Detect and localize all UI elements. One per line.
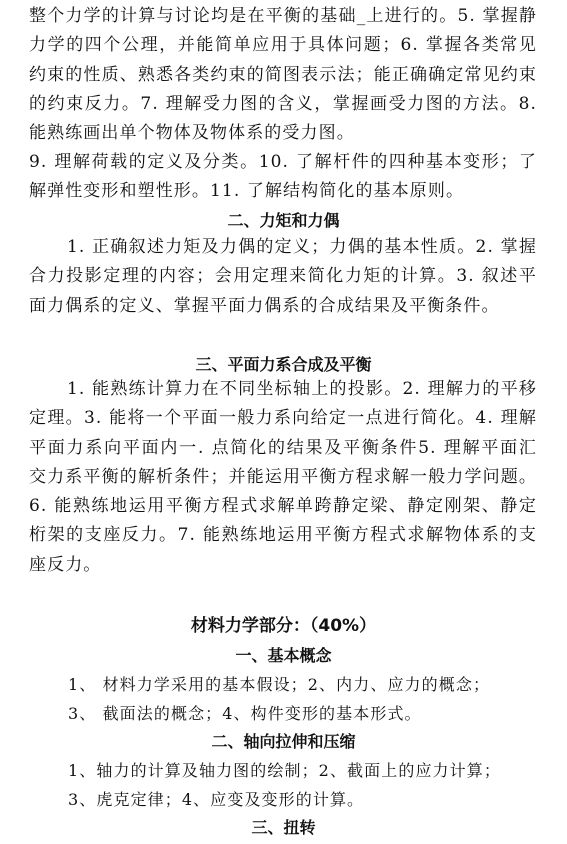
intro-paragraph: 整个力学的计算与讨论均是在平衡的基础_上进行的。5. 掌握静力学的四个公理，并能简单应用于具体问题；6. 掌握各类常见约束的性质、熟悉各类约束的简图表示法；能正确确定常见约束的约束反力。7. 理解受力图的含义，掌握画受力图的方法。8. 能熟练画出单个物体及物体系的受力图。 [29,6,537,144]
material-mechanics-title: 材料力学部分：（40%） [190,616,377,636]
section-heading-moment: 二、力矩和力偶 [227,211,340,230]
section-heading-plane-force: 三、平面力系合成及平衡 [195,355,372,374]
material-list-line: 1、 材料力学采用的基本假设；2、内力、应力的概念； [68,675,491,694]
material-heading-basic-concepts: 一、基本概念 [235,646,332,665]
material-heading-torsion: 三、扭转 [251,818,316,837]
material-list-line: 1、轴力的计算及轴力图的绘制；2、截面上的应力计算； [68,761,501,780]
material-heading-axial: 二、轴向拉伸和压缩 [211,732,356,751]
plane-force-paragraph: 1. 能熟练计算力在不同坐标轴上的投影。2. 理解力的平移定理。3. 能将一个平面一般力系向给定一点进行简化。4. 理解平面力系向平面内一. 点简化的结果及平衡条件5. 理解平面汇交力系平衡的解析条件；并能运用平衡方程求解一般力学问题。6. 能熟练地运用平衡方程式求解单跨静定梁、静定刚架、静定桁架的支座反力。7. 能熟练地运用平衡方程式求解物体系的支座反力。 [29,379,537,575]
intro-paragraph-continued: 9. 理解荷载的定义及分类。10. 了解杆件的四种基本变形；了解弹性变形和塑性形。11. 了解结构简化的基本原则。 [29,152,537,202]
material-list-line: 3、 截面法的概念；4、构件变形的基本形式。 [68,704,422,723]
moment-paragraph: 1. 正确叙述力矩及力偶的定义；力偶的基本性质。2. 掌握合力投影定理的内容；会用定理来简化力矩的计算。3. 叙述平面力偶系的定义、掌握平面力偶系的合成结果及平衡条件。 [29,237,537,316]
material-list-line: 3、虎克定律；4、应变及变形的计算。 [68,790,365,809]
